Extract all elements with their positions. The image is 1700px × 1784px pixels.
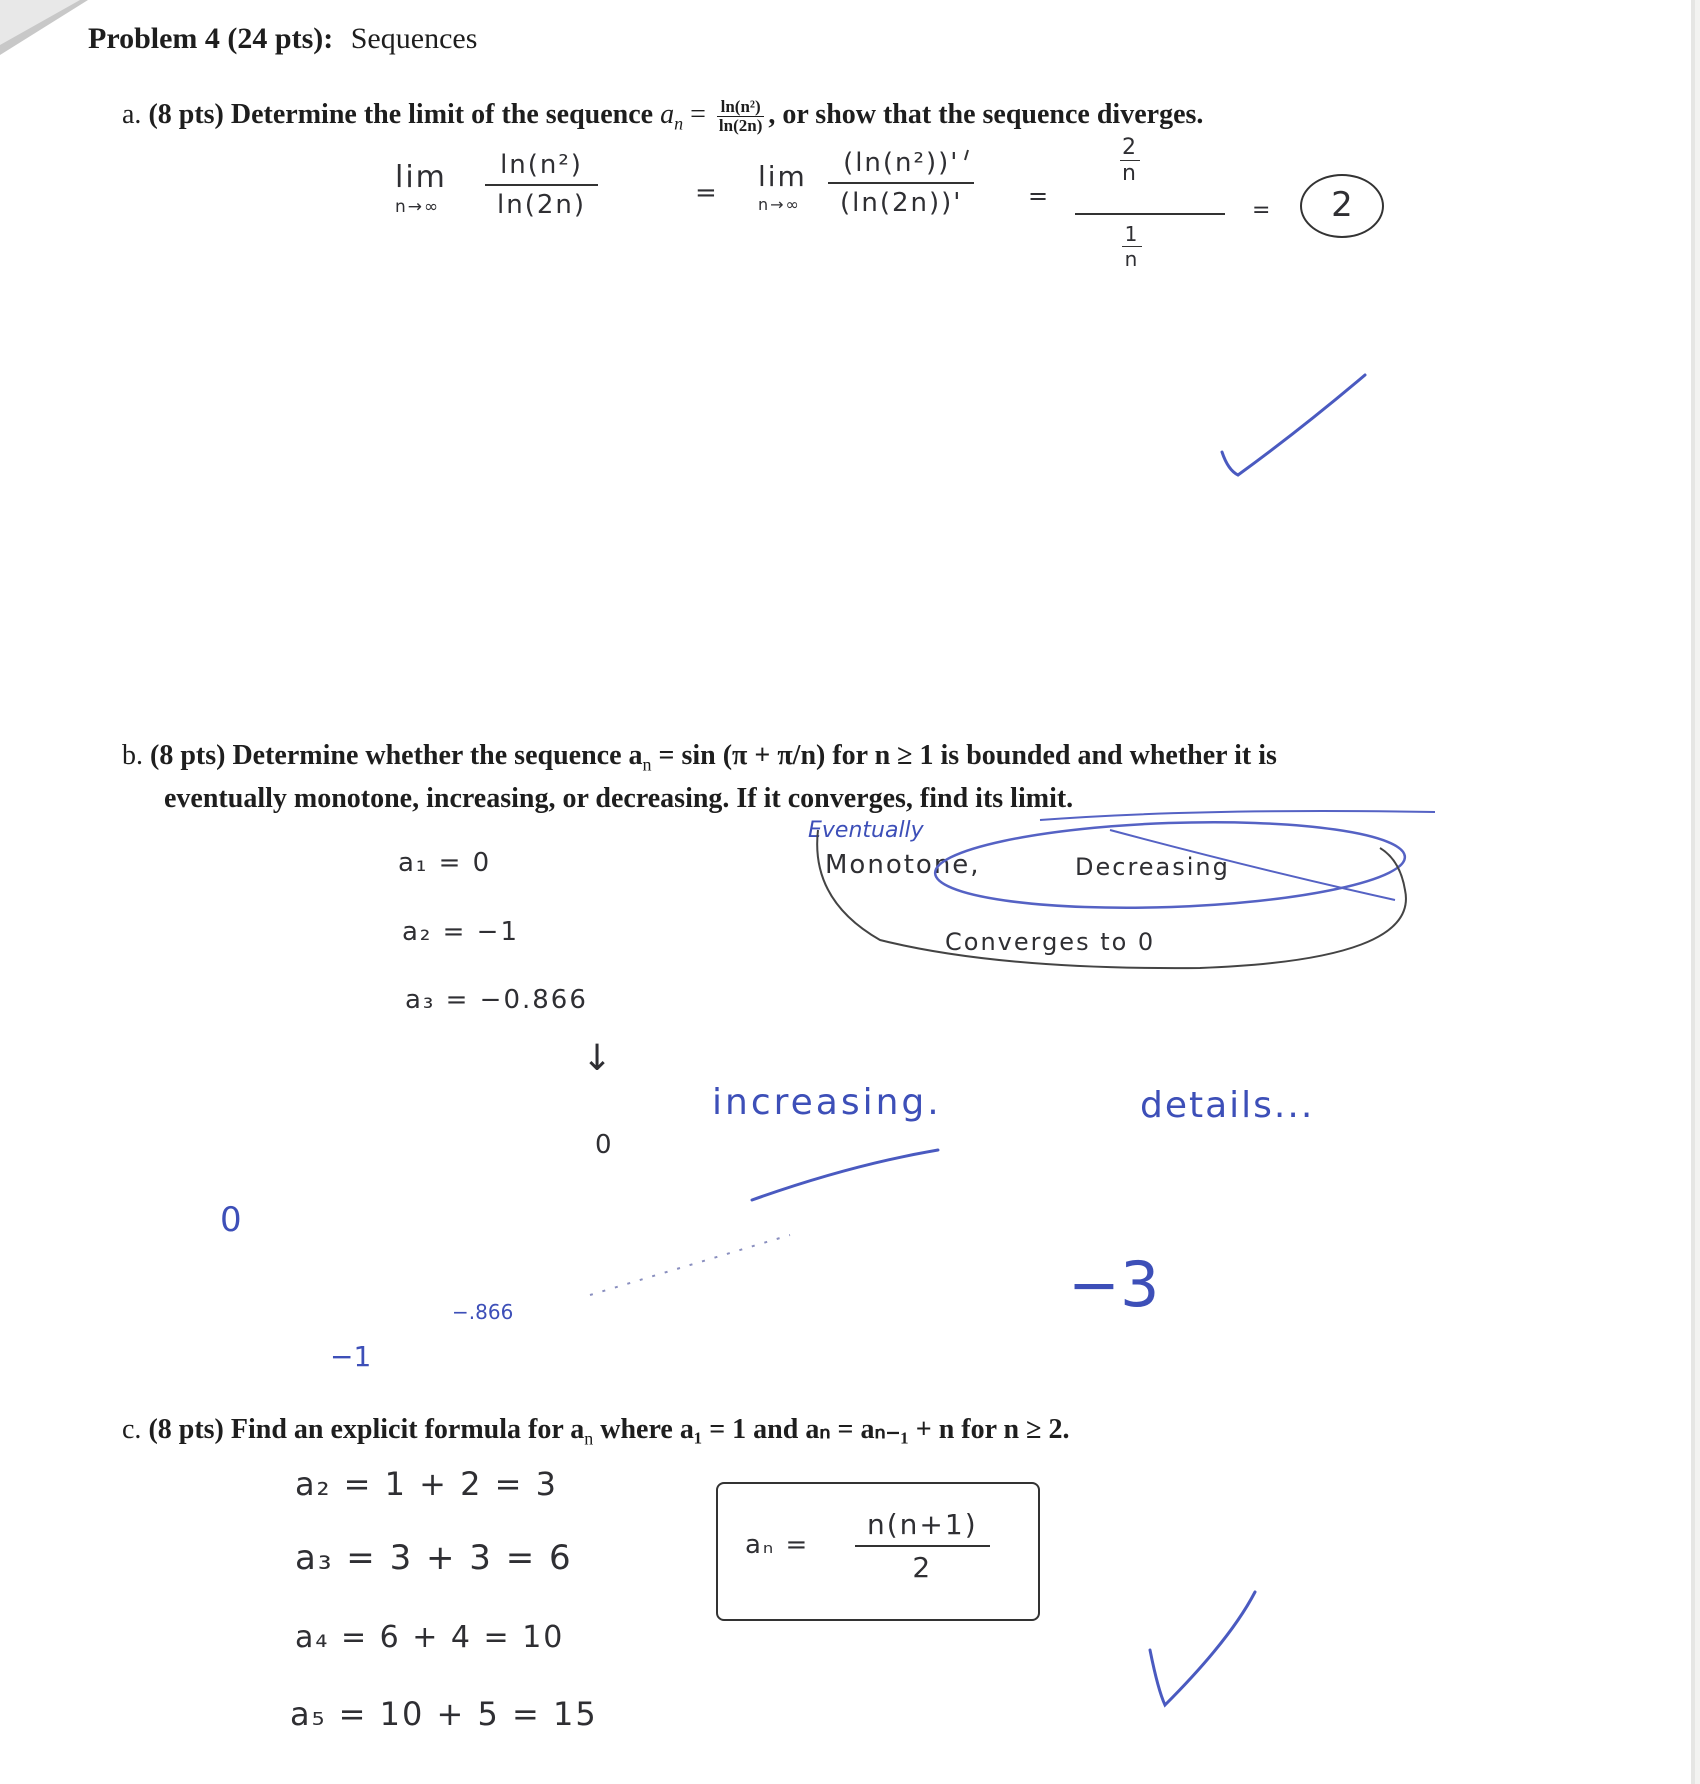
a-work-frac1: $\frac{\text{ln(n²)}}{\ln(2n)}$ [485,150,598,220]
a-work-lim1: lim n→∞ [395,160,447,217]
b-note-decreasing: Decreasing [1075,853,1230,881]
part-a-label: a. [122,98,142,130]
part-b-prompt-line1: b. (8 pts) Determine whether the sequence $a_n = \sin (\pi + \pi/n)$ for n ≥ 1 is bounded and whether it is [122,740,1277,775]
pencil-circle [817,830,1406,968]
b-grade-deduction: −3 [1068,1248,1160,1321]
part-c-label: c. [122,1414,142,1445]
part-a-fraction: $\frac{\text{ln(n²)}}{\ln(2n)}$ [718,97,763,135]
part-c-text: Find an explicit formula for a [230,1414,585,1445]
b-note-monotone: Monotone, [825,850,981,880]
c-work-a3: a₃ = 3 + 3 = 6 [295,1538,573,1578]
check-mark-c [1150,1592,1255,1705]
b-graph-866: −.866 [452,1300,514,1324]
prime-mark [965,150,968,160]
problem-topic: Sequences [350,22,478,55]
b-work-arrow: ↓ [582,1038,615,1079]
b-note-eventually: Eventually [808,818,924,843]
blue-strike-line [1040,811,1435,820]
a-answer-circled: 2 [1300,174,1384,238]
b-graph-neg1: −1 [330,1340,372,1373]
part-a-points: (8 pts) [148,98,224,130]
a-work-eq1: = [695,178,719,208]
b-work-a3: a₃ = −0.866 [405,985,588,1015]
c-work-a5: a₅ = 10 + 5 = 15 [290,1695,598,1733]
part-a-an: $a_n$ [660,98,684,134]
part-b-text1: Determine whether the sequence a [232,740,643,771]
part-b-points: (8 pts) [150,740,226,771]
b-work-a2: a₂ = −1 [402,917,519,947]
b-graph-zero: 0 [220,1200,242,1240]
a-work-eq2: = [1028,182,1051,210]
part-a-eq: = [690,98,706,130]
blue-strike-line-2 [1110,830,1395,900]
a-work-den3: 1 n [1122,222,1142,271]
check-mark-a [1222,375,1365,475]
a-work-num3: 2 n [1122,135,1138,186]
c-work-a2: a₂ = 1 + 2 = 3 [295,1465,558,1503]
b-grader-details: details... [1140,1085,1315,1126]
part-b-formula: = sin (π + π/n) for n ≥ 1 is bounded and whether it is [658,740,1277,771]
part-c-prompt: c. (8 pts) Find an explicit formula for $a_n$ where a₁ = 1 and aₙ = aₙ₋₁ + n for n ≥ 2. [122,1414,1070,1449]
c-answer-lhs: aₙ = [745,1530,810,1560]
c-answer-fraction: $\frac{n(n+1)}{2}$ [855,1508,990,1584]
blue-oval [934,815,1407,915]
problem-title: Problem 4 (24 pts): [88,22,334,55]
dotted-graph [590,1235,790,1295]
grader-curve [752,1150,938,1200]
b-work-zero: 0 [595,1130,614,1160]
a-work-frac2: $\frac{\text{(ln(n²))'}}{(\ln(2n))'}$ [828,148,974,218]
b-note-converges: Converges to 0 [945,928,1156,956]
c-work-a4: a₄ = 6 + 4 = 10 [295,1620,565,1655]
part-a-text-after: , or show that the sequence diverges. [768,98,1204,130]
part-b-label: b. [122,740,143,771]
b-work-a1: a₁ = 0 [398,848,492,878]
part-a-text: Determine the limit of the sequence [230,98,654,130]
part-c-points: (8 pts) [148,1414,224,1445]
a-work-eq3: = [1252,198,1273,223]
part-b-prompt-line2: eventually monotone, increasing, or decreasing. If it converges, find its limit. [164,783,1074,814]
b-grader-increasing: increasing. [712,1082,942,1123]
a-work-lim2: lim n→∞ [758,160,807,214]
